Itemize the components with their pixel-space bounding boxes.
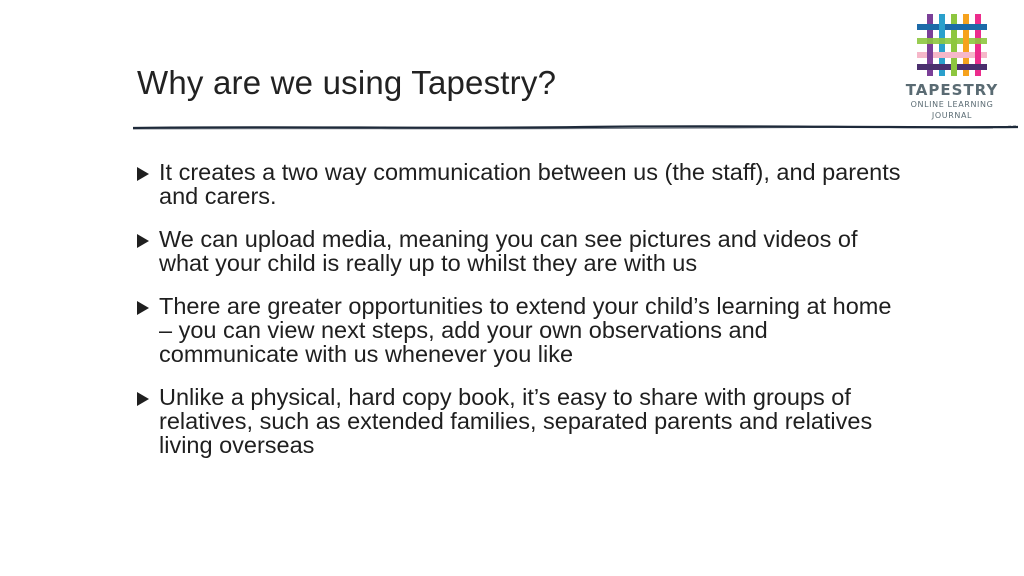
bullet-text: It creates a two way communication between us (the staff), and parents and carers. [159, 159, 901, 209]
bullet-arrow-icon [137, 392, 149, 406]
bullet-text: We can upload media, meaning you can see pictures and videos of what your child is really up to whilst they are with us [159, 226, 858, 276]
bullet-text: There are greater opportunities to extend your child’s learning at home – you can view next steps, add your own observations and communicate with us whenever you like [159, 293, 892, 367]
tapestry-logo [900, 10, 1004, 122]
slide-title: Why are we using Tapestry? [137, 64, 557, 101]
bullet-item [135, 160, 905, 208]
logo-subtitle-line2: JOURNAL [931, 111, 973, 120]
bullet-item [135, 294, 905, 366]
bullet-item [135, 227, 905, 275]
bullet-item [135, 385, 905, 457]
bullet-arrow-icon [137, 234, 149, 248]
woven-grid-icon [913, 10, 991, 78]
logo-subtitle-line1: ONLINE LEARNING [910, 100, 994, 109]
bullet-list [135, 160, 905, 476]
bullet-arrow-icon [137, 167, 149, 181]
logo-name: TAPESTRY [905, 81, 999, 99]
title-divider [133, 123, 1018, 133]
bullet-arrow-icon [137, 301, 149, 315]
bullet-text: Unlike a physical, hard copy book, it’s easy to share with groups of relatives, such as extended families, separated parents and relatives living overseas [159, 384, 873, 458]
